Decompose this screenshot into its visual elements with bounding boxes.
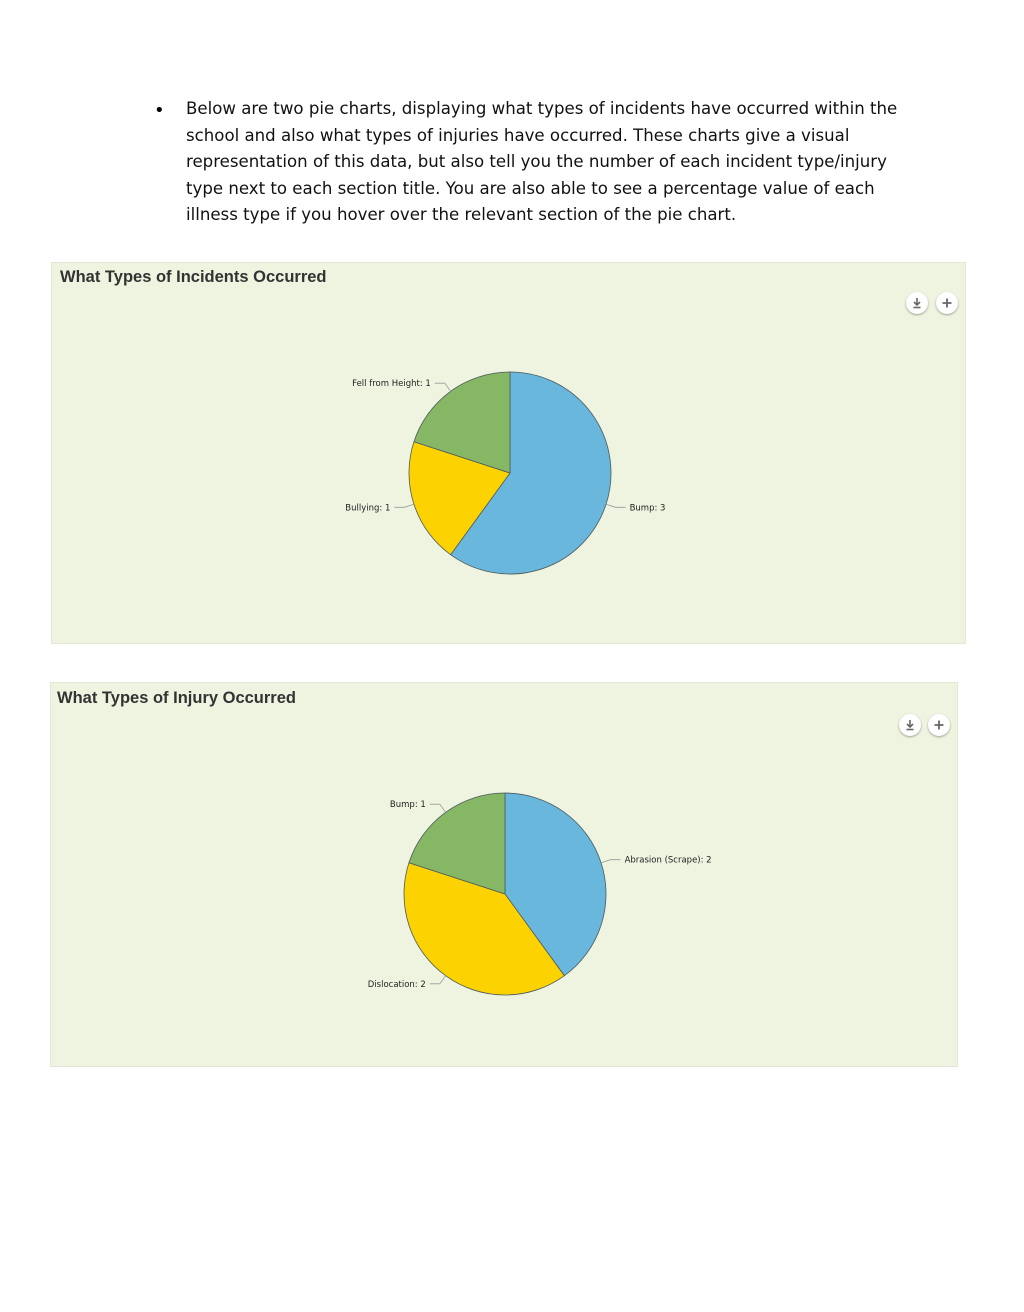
injuries-chart-panel xyxy=(50,682,958,1067)
chart-title: What Types of Injury Occurred xyxy=(57,689,296,707)
pie-leader-line xyxy=(601,860,621,863)
bullet-marker: • xyxy=(154,100,165,121)
pie-leader-line xyxy=(606,504,626,507)
pie-slice-label: Fell from Height: 1 xyxy=(352,379,431,390)
pie-slice-label: Dislocation: 2 xyxy=(367,979,426,990)
pie-slice-label: Abrasion (Scrape): 2 xyxy=(624,855,712,866)
pie-slice-label: Bullying: 1 xyxy=(345,503,391,514)
incidents-pie-chart xyxy=(52,263,967,645)
pie-leader-line xyxy=(394,504,414,507)
injuries-pie-chart xyxy=(51,683,959,1068)
pie-slice-label: Bump: 1 xyxy=(389,800,426,811)
intro-paragraph: Below are two pie charts, displaying what types of incidents have occurred within the school and also what types of injuries have occurred. These charts give a visual representation of this data, but also tell you the number of each incident type/injury type next to each section title. You are also able to see a percentage value of each illness type if you hover over the relevant section of the pie chart. xyxy=(186,99,898,225)
incidents-chart-panel xyxy=(51,262,966,644)
pie-leader-line xyxy=(435,383,451,391)
chart-title: What Types of Incidents Occurred xyxy=(60,268,327,286)
pie-slice-label: Bump: 3 xyxy=(629,503,666,514)
pie-leader-line xyxy=(430,804,446,812)
pie-leader-line xyxy=(430,976,446,984)
